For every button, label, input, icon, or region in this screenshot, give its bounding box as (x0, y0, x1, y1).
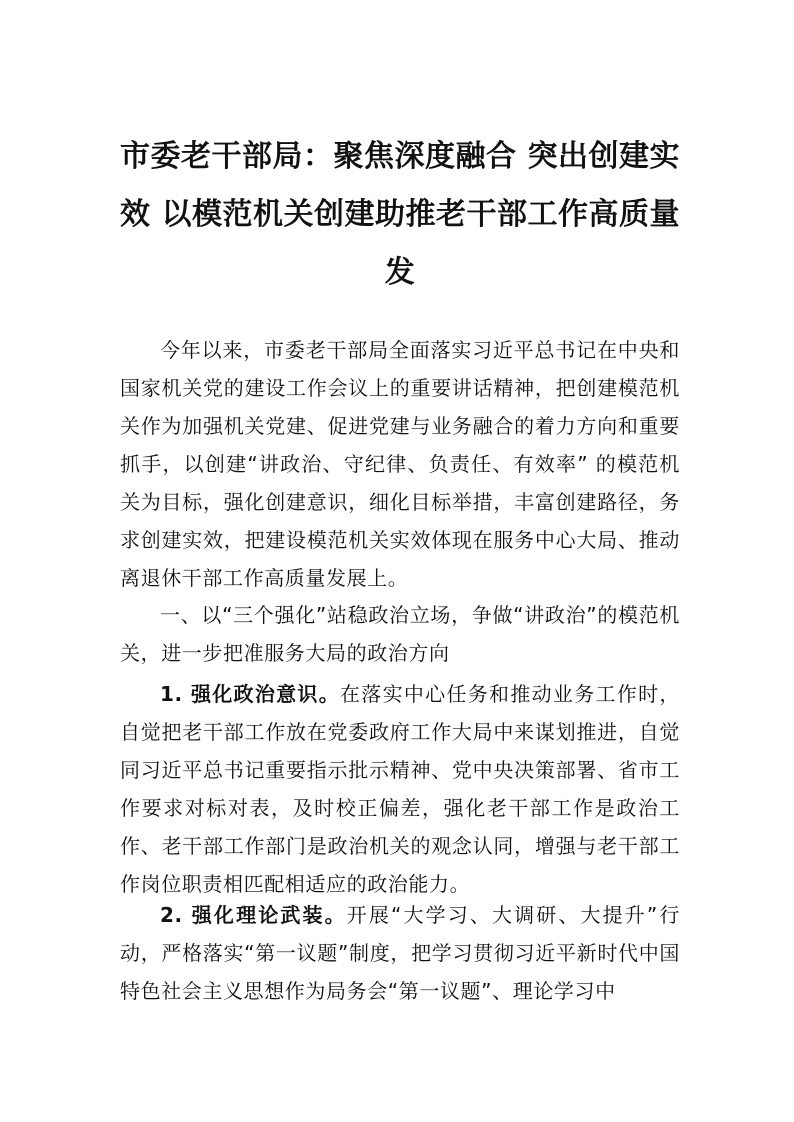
item-1-text: 在落实中心任务和推动业务工作时，自觉把老干部工作放在党委政府工作大局中来谋划推进，自觉同习近平总书记重要指示批示精神、党中央决策部署、省市工作要求对标对表，及时校正偏差，强化老干部工作是政治工作、老干部工作部门是政治机关的观念认同，增强与老干部工作岗位职责相匹配相适应的政治能力。 (120, 682, 680, 896)
item-1-paragraph (120, 675, 680, 903)
section-heading-block (120, 596, 680, 672)
document-title: 市委老干部局：聚焦深度融合 突出创建实效 以模范机关创建助推老干部工作高质量发 (120, 139, 680, 290)
item-2-paragraph (120, 896, 680, 1010)
item-1-lead: 1. 强化政治意识。 (160, 682, 341, 706)
intro-paragraph-block (120, 331, 680, 597)
item-1-block (120, 675, 680, 903)
section-heading: 一、以“三个强化”站稳政治立场，争做“讲政治”的模范机关，进一步把准服务大局的政治方向 (120, 603, 680, 665)
intro-paragraph: 今年以来，市委老干部局全面落实习近平总书记在中央和国家机关党的建设工作会议上的重要讲话精神，把创建模范机关作为加强机关党建、促进党建与业务融合的着力方向和重要抓手，以创建“讲政治、守纪律、负责任、有效率” 的模范机关为目标，强化创建意识，细化目标举措，丰富创建路径，务求创建实效，把建设模范机关实效体现在服务中心大局、推动离退休干部工作高质量发展上。 (120, 338, 680, 590)
item-2-lead: 2. 强化理论武装。 (160, 903, 347, 927)
item-2-block (120, 896, 680, 1010)
item-2-text: 开展“大学习、大调研、大提升”行动，严格落实“第一议题”制度，把学习贯彻习近平新时代中国特色社会主义思想作为局务会“第一议题”、理论学习中 (120, 903, 680, 1003)
